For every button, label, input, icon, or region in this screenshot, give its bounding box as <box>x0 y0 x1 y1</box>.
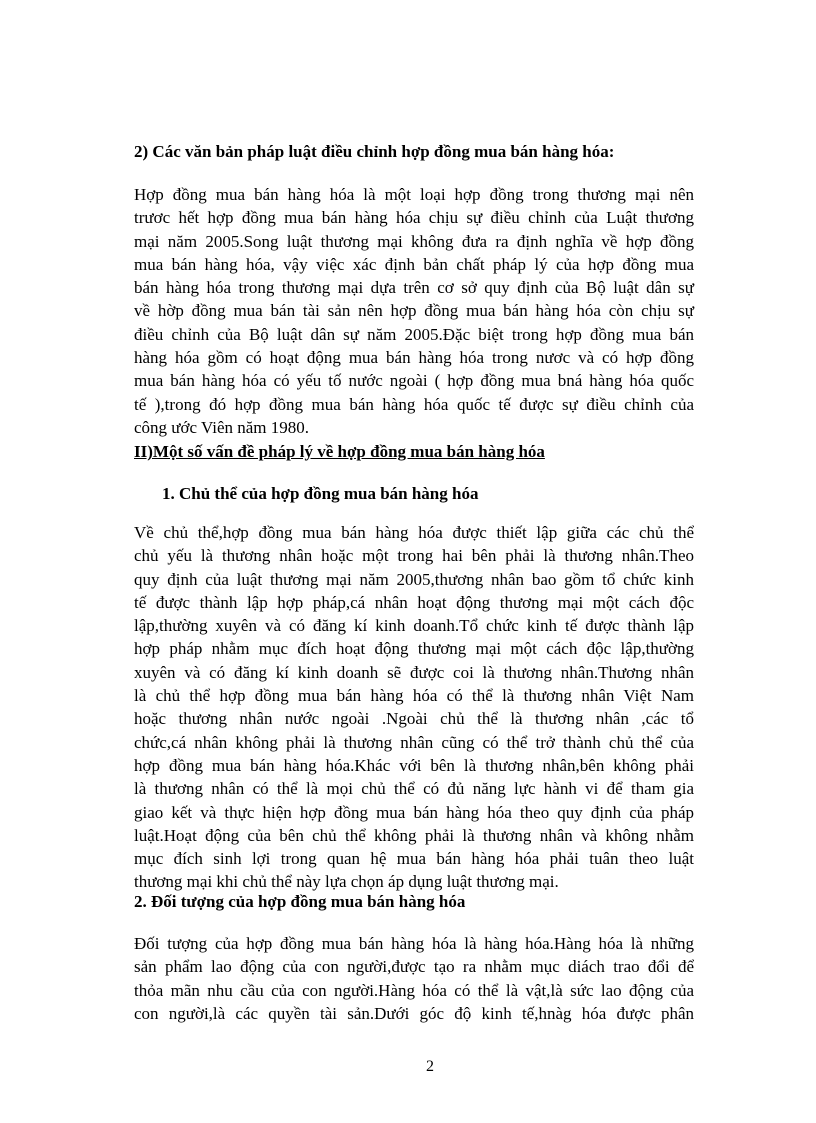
text-line: hợp pháp nhằm mục đích hoạt động thương mại một cách độc lập,thường <box>134 639 694 659</box>
text-line: Đối tượng của hợp đồng mua bán hàng hóa là hàng hóa.Hàng hóa là những <box>134 934 694 953</box>
text-line: Về chủ thể,hợp đồng mua bán hàng hóa được thiết lập giữa các chủ thể <box>134 523 694 542</box>
text-line: mua bán hàng hóa có yếu tố nước ngoài ( hợp đồng mua bná hàng hóa quốc <box>134 371 694 391</box>
text-line: tế được thành lập hợp pháp,cá nhân hoạt động thương mại một cách độc <box>134 592 694 612</box>
text-line: tế ),trong đó hợp đồng mua bán hàng hóa quốc tế được sự điều chỉnh của <box>134 394 694 414</box>
paragraph-legal-documents <box>134 183 694 439</box>
text-line: Hợp đồng mua bán hàng hóa là một loại hợp đồng trong thương mại nên <box>134 185 694 204</box>
paragraph-parties <box>134 521 694 894</box>
text-line: chủ yếu là thương nhân hoặc một trong hai bên phải là thương nhân.Theo <box>134 546 694 566</box>
paragraph-subject-matter <box>134 932 694 1025</box>
text-line: luật.Hoạt động của bên chủ thể không phải là thương nhân và không nhằm <box>134 825 694 845</box>
text-line: thỏa mãn nhu cầu của con người.Hàng hóa có thể là vật,là sức lao động của <box>134 980 694 1000</box>
text-line: quy định của luật thương mại năm 2005,thương nhân bao gồm tổ chức kinh <box>134 569 694 589</box>
text-line: điều chỉnh của Bộ luật dân sự năm 2005.Đặc biệt trong hợp đồng mua bán <box>134 324 694 344</box>
part-heading-legal-issues: II)Một số vấn đề pháp lý về hợp đồng mua bán hàng hóa <box>134 442 545 461</box>
text-line: mại năm 2005.Song luật thương mại không đưa ra định nghĩa về hợp đồng <box>134 231 694 251</box>
text-line: sản phẩm lao động của con người,được tạo ra nhằm mục diách trao đổi để <box>134 957 694 977</box>
text-line: hợp đồng mua bán hàng hóa.Khác với bên là thương nhân,bên không phải <box>134 755 694 775</box>
section-heading-legal-documents: 2) Các văn bản pháp luật điều chỉnh hợp đồng mua bán hàng hóa: <box>134 142 615 161</box>
text-line: xuyên và có đăng kí kinh doanh sẽ được coi là thương nhân.Thương nhân <box>134 662 694 682</box>
text-line: thương mại khi chủ thể này lựa chọn áp dụng luật thương mại. <box>134 872 559 892</box>
text-line: chức,cá nhân không phải là thương nhân cũng có thể trở thành chủ thể của <box>134 732 694 752</box>
text-line: con người,là các quyền tài sản.Dưới góc độ kinh tế,hnàg hóa được phân <box>134 1003 694 1023</box>
text-line: lập,thường xuyên và có đăng kí kinh doanh.Tổ chức kinh tế được thành lập <box>134 616 694 636</box>
text-line: là thương nhân có thể là mọi chủ thể có đủ năng lực hành vi để tham gia <box>134 779 694 799</box>
text-line: hoặc thương nhân nước ngoài .Ngoài chủ thể là thương nhân ,các tổ <box>134 709 694 729</box>
text-line: bán hàng hóa trong thương mại dựa trên cơ sở quy định của Bộ luật dân sự <box>134 278 694 298</box>
subsection-heading-parties: 1. Chủ thể của hợp đồng mua bán hàng hóa <box>162 484 479 503</box>
text-line: về hờp đồng mua bán tài sản nên hợp đồng mua bán hàng hóa còn chịu sự <box>134 301 694 321</box>
text-line: hàng hóa gồm có hoạt động mua bán hàng hóa trong nươc và có hợp đồng <box>134 348 694 368</box>
text-line: mục đích sinh lợi trong quan hệ mua bán hàng hóa phải tuân theo luật <box>134 849 694 869</box>
page-number: 2 <box>426 1058 434 1075</box>
subsection-heading-subject-matter: 2. Đối tượng của hợp đồng mua bán hàng hóa <box>134 892 466 911</box>
text-line: trươc hết hợp đồng mua bán hàng hóa chịu sự điều chỉnh của Luật thương <box>134 208 694 228</box>
text-line: là chủ thể hợp đồng mua bán hàng hóa có thể là thương nhân Việt Nam <box>134 686 694 706</box>
text-line: mua bán hàng hóa, vậy việc xác định bản chất pháp lý của hợp đồng mua <box>134 254 694 274</box>
text-line: công ước Viên năm 1980. <box>134 417 310 437</box>
text-line: giao kết và thực hiện hợp đồng mua bán hàng hóa theo quy định của pháp <box>134 802 694 822</box>
